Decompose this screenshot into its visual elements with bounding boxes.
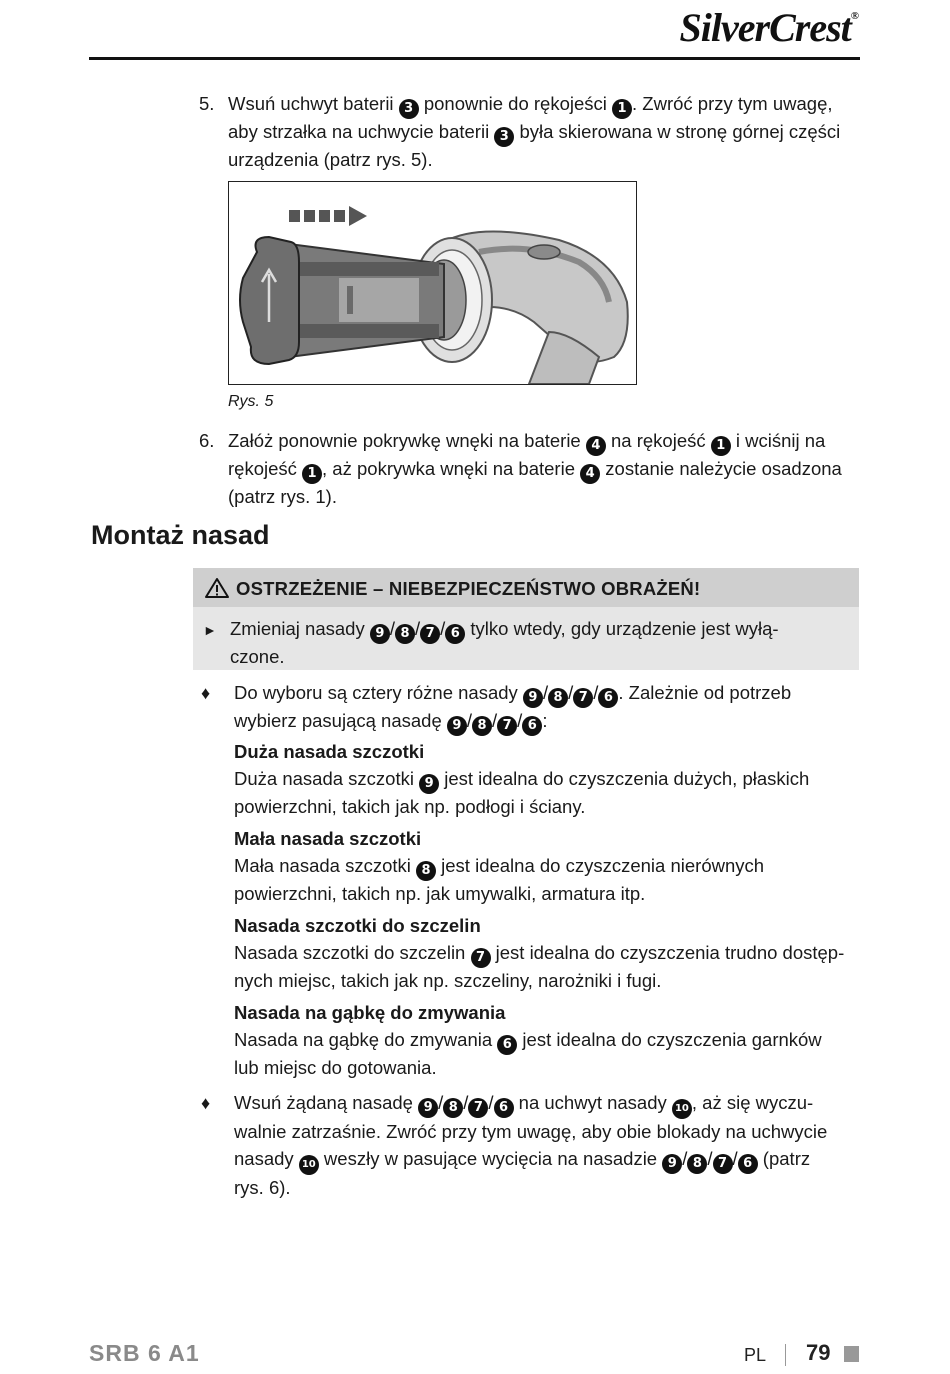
callout-number: 3 bbox=[399, 99, 419, 119]
bullet-marker: ♦ bbox=[201, 1093, 211, 1113]
bullet-marker: ♦ bbox=[201, 683, 211, 703]
callout-number: 4 bbox=[586, 436, 606, 456]
footer-square bbox=[844, 1346, 859, 1362]
callout-number: 1 bbox=[612, 99, 632, 119]
header-rule bbox=[89, 57, 860, 60]
brand-logo: SilverCrest® bbox=[679, 5, 858, 50]
page-number: 79 bbox=[806, 1340, 831, 1365]
attachment-title: Duża nasada szczotki bbox=[234, 741, 425, 762]
callout-number: 4 bbox=[580, 464, 600, 484]
attachment-item: Mała nasada szczotki Mała nasada szczotki 8 jest idealna do czyszczenia nierównych powierzchni, takich np. jak umywalki, armatura itp. bbox=[234, 826, 864, 907]
attachment-item: Nasada na gąbkę do zmywania Nasada na gąbkę do zmywania 6 jest idealna do czyszczenia garnków lub miejsc do gotowania. bbox=[234, 1000, 864, 1081]
footer-model: SRB 6 A1 bbox=[89, 1340, 200, 1366]
step-5: 5. Wsuń uchwyt baterii 3 ponownie do rękojeści 1 . Zwróć przy tym uwagę, aby strzałka na uchwycie baterii 3 była skierowana w stronę górnej części urządzenia (patrz rys. 5). bbox=[199, 93, 841, 170]
figure-battery-insertion bbox=[228, 181, 637, 385]
step-number: 6. bbox=[199, 430, 215, 451]
section-title: Montaż nasad bbox=[91, 520, 270, 550]
callout-number: 3 bbox=[494, 127, 514, 147]
warning-text: Zmieniaj nasady 9 / 8 / 7 / 6 tylko wtedy, gdy urządzenie jest wyłą- czone. bbox=[230, 618, 779, 667]
figure-caption: Rys. 5 bbox=[228, 393, 274, 410]
attachment-title: Nasada szczotki do szczelin bbox=[234, 915, 481, 936]
bullet-1-text: Do wyboru są cztery różne nasady 9 / 8 / 7 / 6 . Zależnie od potrzeb wybierz pasującą nasadę 9 / 8 / 7 / 6 : bbox=[234, 680, 864, 736]
attachment-title: Mała nasada szczotki bbox=[234, 828, 422, 849]
footer-separator bbox=[785, 1344, 786, 1366]
attachment-title: Nasada na gąbkę do zmywania bbox=[234, 1002, 506, 1023]
step-number: 5. bbox=[199, 93, 215, 114]
warning-title: OSTRZEŻENIE – NIEBEZPIECZEŃSTWO OBRAŻEŃ! bbox=[236, 578, 701, 599]
callout-number: 1 bbox=[711, 436, 731, 456]
step-6: 6. Załóż ponownie pokrywkę wnęki na baterie 4 na rękojeść 1 i wciśnij na rękojeść 1 , aż pokrywka wnęki na baterie 4 zostanie należycie osadzona (patrz rys. 1). bbox=[199, 430, 842, 507]
warning-arrow: ► bbox=[203, 622, 217, 638]
attachment-item: Nasada szczotki do szczelin Nasada szczotki do szczelin 7 jest idealna do czyszczenia trudno dostęp- nych miejsc, takich jak np. szczeliny, narożniki i fugi. bbox=[234, 913, 864, 994]
attachment-item: Duża nasada szczotki Duża nasada szczotki 9 jest idealna do czyszczenia dużych, płaskich powierzchni, takich jak np. podłogi i ściany. bbox=[234, 739, 864, 820]
callout-number: 1 bbox=[302, 464, 322, 484]
bullet-2-text: Wsuń żądaną nasadę 9 / 8 / 7 / 6 na uchwyt nasady 10 , aż się wyczu- walnie zatrzaśnie. Zwróć przy tym uwagę, aby obie blokady na uchwycie nasady 10 weszły w pasujące wycięcia na nasadzie 9 / 8 / 7 / 6 (patrz rys. 6). bbox=[234, 1092, 828, 1198]
footer-language: PL bbox=[744, 1345, 767, 1365]
warning-triangle-icon bbox=[204, 577, 230, 599]
battery-holder-illustration bbox=[229, 182, 636, 384]
